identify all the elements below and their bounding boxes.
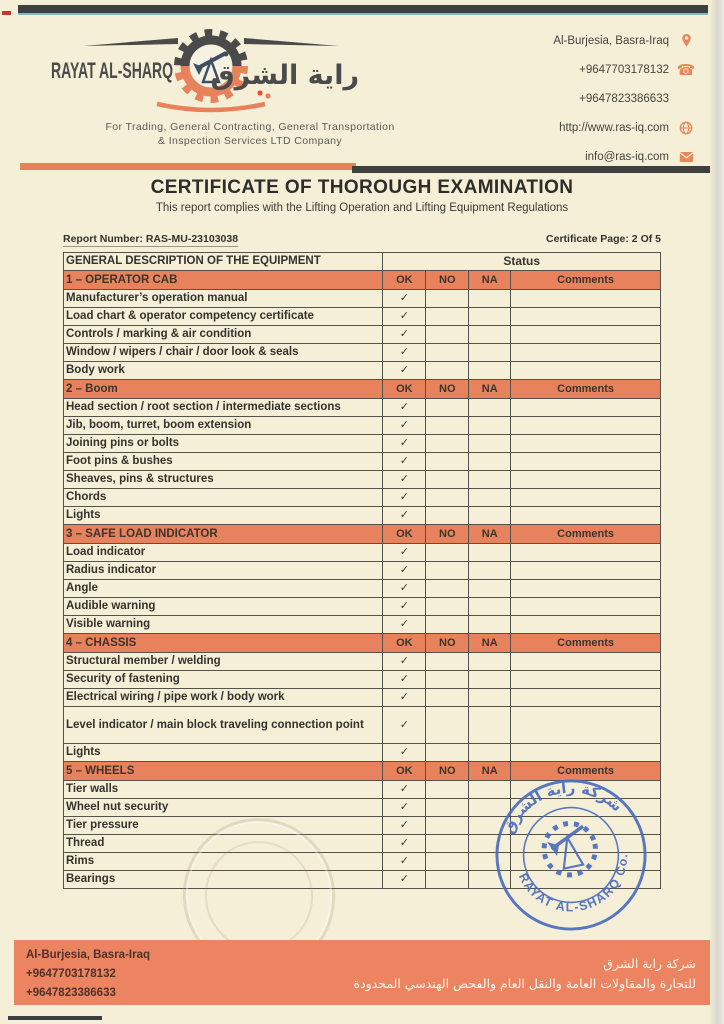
na-cell (469, 326, 511, 344)
svg-text:RAYAT AL-SHARQ Co. (515, 849, 640, 925)
ok-cell: ✓ (383, 744, 426, 762)
item-label: Load indicator (64, 544, 383, 562)
no-cell (426, 435, 469, 453)
status-column-header: NA (469, 762, 511, 781)
comments-cell (511, 326, 661, 344)
no-cell (426, 653, 469, 671)
icon-spacer (678, 91, 694, 107)
section-header-row (64, 271, 661, 290)
divider-dark-segment (352, 166, 710, 173)
no-cell (426, 507, 469, 525)
item-label: Radius indicator (64, 562, 383, 580)
ok-cell: ✓ (383, 799, 426, 817)
no-cell (426, 399, 469, 417)
comments-cell (511, 598, 661, 616)
item-label: Chords (64, 489, 383, 507)
table-row (64, 471, 661, 489)
ok-cell: ✓ (383, 507, 426, 525)
section-header-row (64, 525, 661, 544)
comments-cell (511, 671, 661, 689)
item-label: Lights (64, 507, 383, 525)
comments-cell (511, 344, 661, 362)
no-cell (426, 344, 469, 362)
na-cell (469, 653, 511, 671)
na-cell (469, 453, 511, 471)
comments-cell (511, 744, 661, 762)
table-row (64, 707, 661, 744)
item-label: Manufacturer’s operation manual (64, 290, 383, 308)
status-column-header: OK (383, 762, 426, 781)
contact-phone2 (414, 84, 694, 113)
na-cell (469, 544, 511, 562)
item-label: Body work (64, 362, 383, 380)
ok-cell: ✓ (383, 562, 426, 580)
stamp-top-text: شركة راية الشرق (500, 779, 626, 837)
ok-cell: ✓ (383, 417, 426, 435)
stamp-bottom-text: RAYAT AL-SHARQ Co. (515, 852, 631, 915)
comments-cell (511, 399, 661, 417)
contact-phone2-text: +9647823386633 (579, 92, 669, 105)
item-label: Wheel nut security (64, 799, 383, 817)
status-column-header: NA (469, 380, 511, 399)
status-column-header: Comments (511, 762, 661, 781)
no-cell (426, 853, 469, 871)
footer-address: Al-Burjesia, Basra-Iraq (26, 949, 150, 961)
na-cell (469, 435, 511, 453)
contact-email-text: info@ras-iq.com (585, 150, 669, 163)
table-row (64, 399, 661, 417)
location-pin-icon (678, 33, 694, 49)
status-column-header: NA (469, 525, 511, 544)
comments-cell (511, 417, 661, 435)
item-label: Electrical wiring / pipe work / body work (64, 689, 383, 707)
table-row (64, 489, 661, 507)
comments-cell (511, 362, 661, 380)
item-label: Tier pressure (64, 817, 383, 835)
scan-edge (709, 0, 724, 1024)
status-column-header: Comments (511, 525, 661, 544)
ok-cell: ✓ (383, 344, 426, 362)
no-cell (426, 489, 469, 507)
comments-cell (511, 580, 661, 598)
table-row (64, 744, 661, 762)
status-column-header: OK (383, 525, 426, 544)
description-header: GENERAL DESCRIPTION OF THE EQUIPMENT (64, 253, 383, 271)
status-column-header: OK (383, 380, 426, 399)
item-label: Joining pins or bolts (64, 435, 383, 453)
contact-address (414, 26, 694, 55)
table-row (64, 417, 661, 435)
ok-cell: ✓ (383, 580, 426, 598)
table-row (64, 344, 661, 362)
ok-cell: ✓ (383, 308, 426, 326)
email-icon (678, 149, 694, 165)
na-cell (469, 308, 511, 326)
table-row (64, 290, 661, 308)
ok-cell: ✓ (383, 453, 426, 471)
item-label: Rims (64, 853, 383, 871)
comments-cell (511, 471, 661, 489)
no-cell (426, 308, 469, 326)
no-cell (426, 326, 469, 344)
ok-cell: ✓ (383, 781, 426, 799)
ok-cell: ✓ (383, 362, 426, 380)
no-cell (426, 362, 469, 380)
logo-right-wing (244, 38, 339, 46)
ok-cell: ✓ (383, 817, 426, 835)
no-cell (426, 781, 469, 799)
ok-cell: ✓ (383, 853, 426, 871)
ok-cell: ✓ (383, 616, 426, 634)
table-row (64, 544, 661, 562)
table-row (64, 326, 661, 344)
page-title: CERTIFICATE OF THOROUGH EXAMINATION (150, 177, 574, 198)
no-cell (426, 707, 469, 744)
item-label: Visible warning (64, 616, 383, 634)
contact-address-text: Al-Burjesia, Basra-Iraq (553, 34, 669, 47)
status-column-header: NO (426, 271, 469, 290)
comments-cell (511, 689, 661, 707)
footer-phone2: +9647823386633 (26, 987, 116, 999)
status-column-header: Comments (511, 634, 661, 653)
comments-cell (511, 453, 661, 471)
comments-cell (511, 562, 661, 580)
item-label: Tier walls (64, 781, 383, 799)
status-column-header: OK (383, 271, 426, 290)
footer-company-ar-line1: شركة راية الشرق (603, 956, 696, 971)
comments-cell (511, 707, 661, 744)
ok-cell: ✓ (383, 544, 426, 562)
comments-cell (511, 290, 661, 308)
divider-orange-segment (20, 163, 356, 170)
table-row (64, 580, 661, 598)
ok-cell: ✓ (383, 671, 426, 689)
status-column-header: NA (469, 634, 511, 653)
no-cell (426, 417, 469, 435)
table-row (64, 653, 661, 671)
contact-phone1 (414, 55, 694, 84)
status-column-header: Comments (511, 380, 661, 399)
na-cell (469, 616, 511, 634)
status-column-header: NO (426, 525, 469, 544)
ok-cell: ✓ (383, 435, 426, 453)
no-cell (426, 689, 469, 707)
footer-phone1: +9647703178132 (26, 968, 116, 980)
logo-dot (265, 93, 270, 98)
contact-website-text: http://www.ras-iq.com (559, 121, 669, 134)
status-column-header: NO (426, 634, 469, 653)
table-row (64, 453, 661, 471)
tagline-line2: & Inspection Services LTD Company (158, 135, 342, 147)
status-header: Status (383, 253, 661, 271)
report-number (63, 233, 238, 247)
footer-contact-block (26, 946, 150, 1003)
table-header-row (64, 253, 661, 271)
table-row (64, 562, 661, 580)
logo-orange-swoosh (157, 104, 265, 110)
ok-cell: ✓ (383, 835, 426, 853)
contact-website (414, 113, 694, 142)
item-label: Window / wipers / chair / door look & seals (64, 344, 383, 362)
footer-company-ar-line2: للتجارة والمقاولات العامة والنقل العام والفحص الهندسي المحدودة (353, 976, 696, 991)
no-cell (426, 580, 469, 598)
ok-cell: ✓ (383, 326, 426, 344)
no-cell (426, 817, 469, 835)
comments-cell (511, 507, 661, 525)
footer-band (14, 940, 710, 1005)
stamp-pumpjack-icon (539, 819, 600, 880)
phone-icon: ☎ (676, 60, 696, 79)
na-cell (469, 689, 511, 707)
certificate-page-label: Certificate Page: 2 Of 5 (546, 233, 661, 245)
na-cell (469, 562, 511, 580)
globe-icon (678, 120, 694, 136)
comments-cell (511, 544, 661, 562)
no-cell (426, 453, 469, 471)
table-row (64, 308, 661, 326)
na-cell (469, 671, 511, 689)
comments-cell (511, 489, 661, 507)
ok-cell: ✓ (383, 598, 426, 616)
ok-cell: ✓ (383, 653, 426, 671)
report-number-label: Report Number: (63, 233, 143, 245)
table-row (64, 362, 661, 380)
no-cell (426, 290, 469, 308)
item-label: Level indicator / main block traveling connection point (64, 707, 383, 744)
ok-cell: ✓ (383, 871, 426, 889)
item-label: Controls / marking & air condition (64, 326, 383, 344)
no-cell (426, 671, 469, 689)
comments-cell (511, 308, 661, 326)
item-label: Jib, boom, turret, boom extension (64, 417, 383, 435)
section-name: 4 – CHASSIS (64, 634, 383, 653)
contact-phone1-text: +9647703178132 (579, 63, 669, 76)
item-label: Head section / root section / intermediate sections (64, 399, 383, 417)
no-cell (426, 616, 469, 634)
no-cell (426, 471, 469, 489)
na-cell (469, 362, 511, 380)
company-name-en: RAYAT AL-SHARQ (51, 58, 173, 83)
section-name: 3 – SAFE LOAD INDICATOR (64, 525, 383, 544)
item-label: Load chart & operator competency certificate (64, 308, 383, 326)
na-cell (469, 344, 511, 362)
ok-cell: ✓ (383, 707, 426, 744)
no-cell (426, 835, 469, 853)
no-cell (426, 799, 469, 817)
comments-cell (511, 653, 661, 671)
na-cell (469, 507, 511, 525)
ok-cell: ✓ (383, 290, 426, 308)
item-label: Thread (64, 835, 383, 853)
na-cell (469, 744, 511, 762)
na-cell (469, 707, 511, 744)
item-label: Security of fastening (64, 671, 383, 689)
top-divider-bar (18, 5, 708, 15)
item-label: Bearings (64, 871, 383, 889)
contact-block (414, 26, 694, 171)
na-cell (469, 471, 511, 489)
na-cell (469, 417, 511, 435)
table-row (64, 435, 661, 453)
tagline-line1: For Trading, General Contracting, General Transportation (105, 121, 395, 133)
na-cell (469, 580, 511, 598)
ok-cell: ✓ (383, 689, 426, 707)
section-header-row (64, 634, 661, 653)
na-cell (469, 399, 511, 417)
ok-cell: ✓ (383, 489, 426, 507)
table-row (64, 616, 661, 634)
page-subtitle: This report complies with the Lifting Operation and Lifting Equipment Regulations (155, 202, 569, 214)
footer-company-arabic (354, 954, 696, 994)
company-tagline (60, 120, 440, 148)
status-column-header: NO (426, 762, 469, 781)
red-pen-mark (2, 11, 11, 15)
section-name: 2 – Boom (64, 380, 383, 399)
na-cell (469, 489, 511, 507)
item-label: Lights (64, 744, 383, 762)
table-row (64, 671, 661, 689)
report-number-value: RAS-MU-23103038 (145, 233, 239, 245)
table-row (64, 689, 661, 707)
company-stamp (477, 761, 664, 948)
na-cell (469, 598, 511, 616)
na-cell (469, 290, 511, 308)
item-label: Audible warning (64, 598, 383, 616)
status-column-header: NA (469, 271, 511, 290)
no-cell (426, 544, 469, 562)
status-column-header: Comments (511, 271, 661, 290)
status-column-header: NO (426, 380, 469, 399)
no-cell (426, 598, 469, 616)
section-name: 5 – WHEELS (64, 762, 383, 781)
item-label: Foot pins & bushes (64, 453, 383, 471)
section-name: 1 – OPERATOR CAB (64, 271, 383, 290)
no-cell (426, 744, 469, 762)
comments-cell (511, 616, 661, 634)
comments-cell (511, 435, 661, 453)
logo-left-wing (83, 38, 178, 46)
company-name-ar: راية الشرق (210, 60, 359, 91)
no-cell (426, 562, 469, 580)
item-label: Sheaves, pins & structures (64, 471, 383, 489)
bottom-scan-mark (8, 1016, 102, 1020)
table-row (64, 507, 661, 525)
section-header-row (64, 380, 661, 399)
item-label: Structural member / welding (64, 653, 383, 671)
logo-dot (257, 90, 262, 95)
no-cell (426, 871, 469, 889)
table-row (64, 598, 661, 616)
ok-cell: ✓ (383, 399, 426, 417)
ok-cell: ✓ (383, 471, 426, 489)
item-label: Angle (64, 580, 383, 598)
status-column-header: OK (383, 634, 426, 653)
